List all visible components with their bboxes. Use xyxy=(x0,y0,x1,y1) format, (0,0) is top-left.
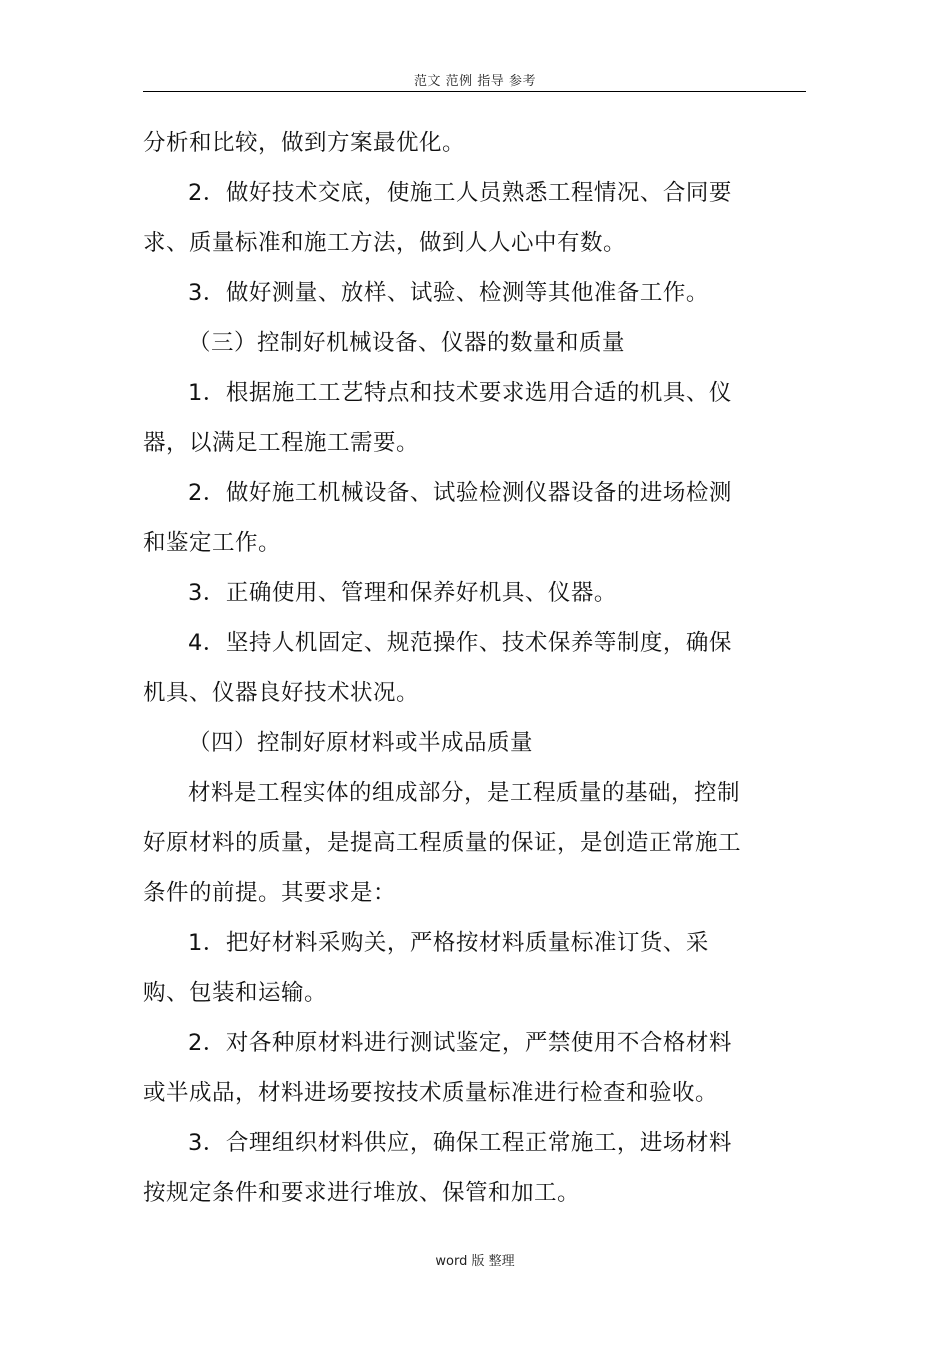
paragraph: 2．做好施工机械设备、试验检测仪器设备的进场检测和鉴定工作。 xyxy=(143,480,732,556)
section-heading: （三）控制好机械设备、仪器的数量和质量 xyxy=(188,330,626,356)
paragraph: 2．对各种原材料进行测试鉴定，严禁使用不合格材料或半成品，材料进场要按技术质量标准进行检查和验收。 xyxy=(143,1030,732,1106)
paragraph: 2．做好技术交底，使施工人员熟悉工程情况、合同要求、质量标准和施工方法，做到人人心中有数。 xyxy=(143,180,732,256)
page-header: 范文 范例 指导 参考 xyxy=(414,74,536,89)
document-body xyxy=(143,118,743,1218)
paragraph: 材料是工程实体的组成部分，是工程质量的基础，控制好原材料的质量，是提高工程质量的保证，是创造正常施工条件的前提。其要求是： xyxy=(143,780,742,906)
paragraph: 1．把好材料采购关，严格按材料质量标准订货、采购、包装和运输。 xyxy=(143,930,709,1006)
paragraph: 3．合理组织材料供应，确保工程正常施工，进场材料按规定条件和要求进行堆放、保管和加工。 xyxy=(143,1130,732,1206)
header-divider xyxy=(143,91,806,92)
section-heading: （四）控制好原材料或半成品质量 xyxy=(188,730,534,756)
paragraph: 分析和比较，做到方案最优化。 xyxy=(143,130,466,156)
paragraph: 3．做好测量、放样、试验、检测等其他准备工作。 xyxy=(188,280,709,306)
paragraph: 4．坚持人机固定、规范操作、技术保养等制度，确保机具、仪器良好技术状况。 xyxy=(143,630,732,706)
paragraph: 3．正确使用、管理和保养好机具、仪器。 xyxy=(188,580,617,606)
page-footer: word 版 整理 xyxy=(435,1254,515,1269)
paragraph: 1．根据施工工艺特点和技术要求选用合适的机具、仪器，以满足工程施工需要。 xyxy=(143,380,732,456)
